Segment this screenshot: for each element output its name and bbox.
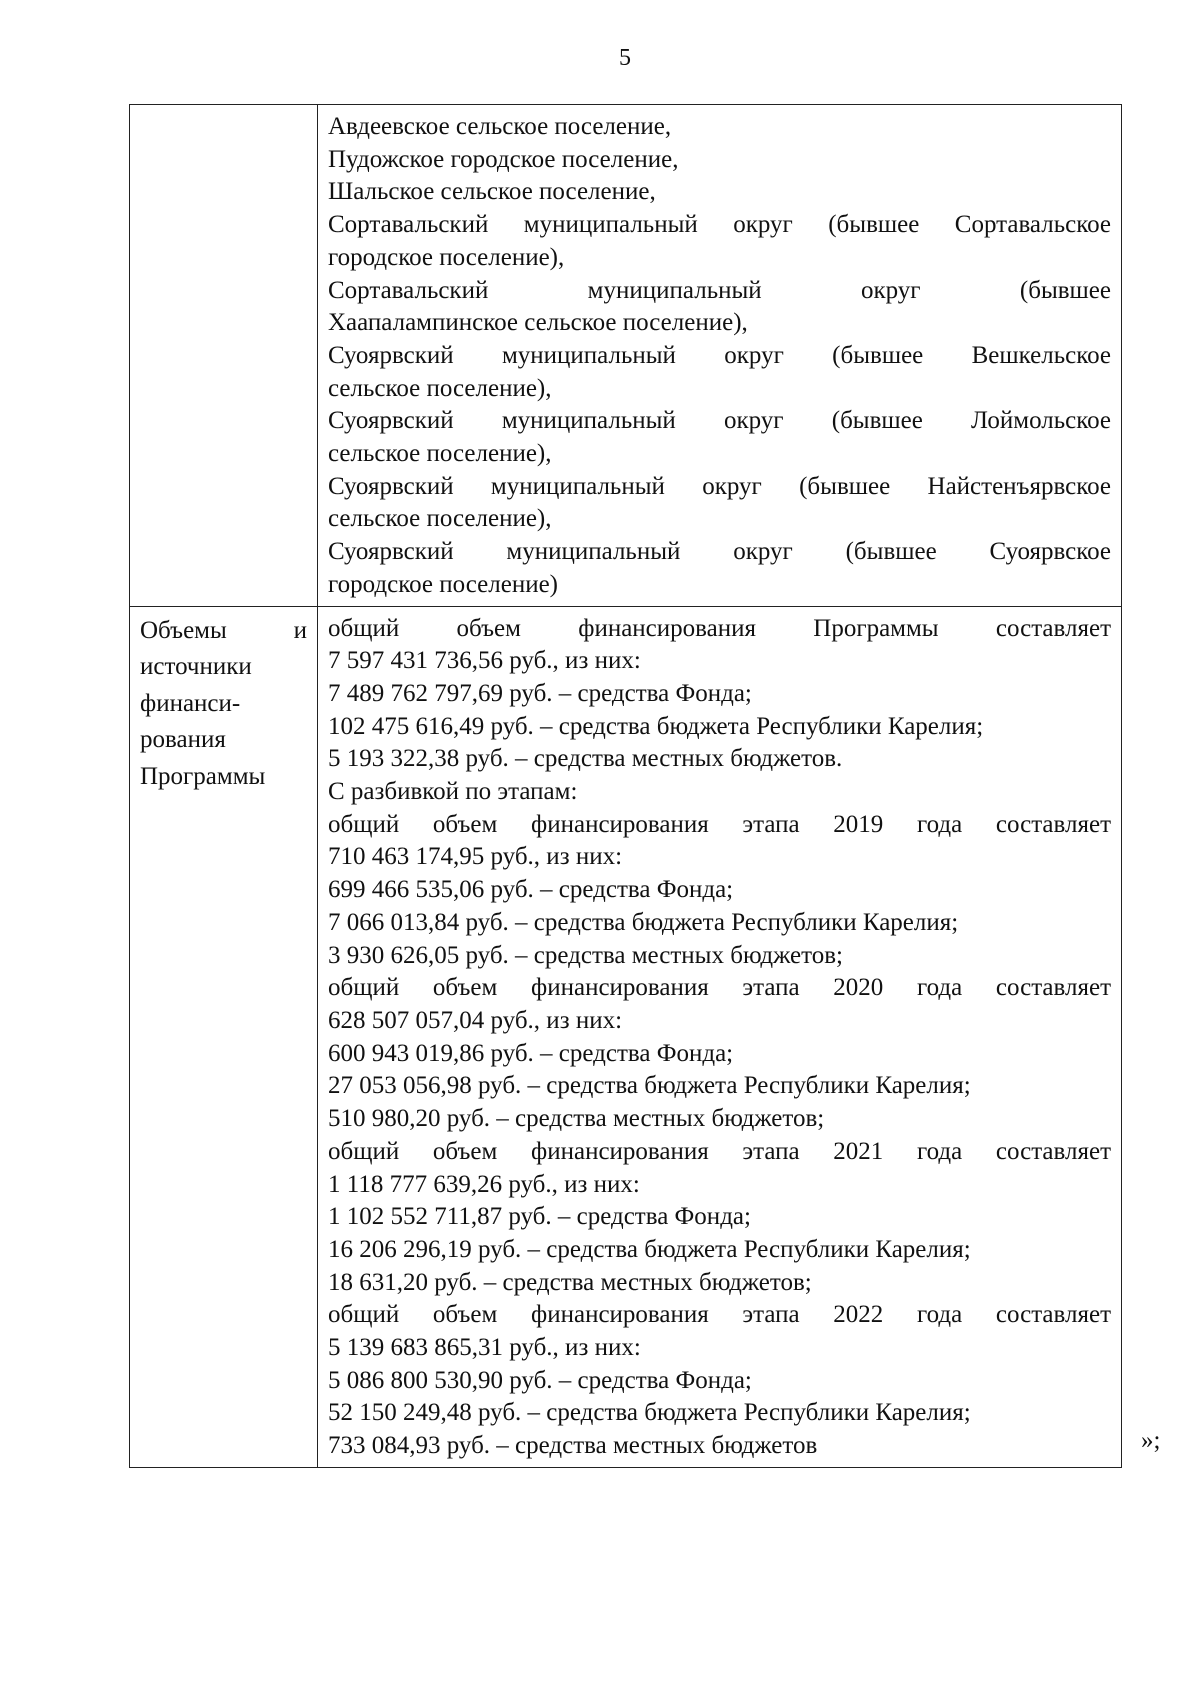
financing-line: 52 150 249,48 руб. – средства бюджета Республики Карелия; [328,1399,971,1427]
financing-line: общий объем финансирования Программы составляет [328,614,1111,642]
financing-line: общий объем финансирования этапа 2021 года составляет [328,1137,1111,1165]
financing-line: 102 475 616,49 руб. – средства бюджета Республики Карелия; [328,712,984,740]
municipality-line: Пудожское городское поселение, [328,145,679,173]
financing-label-cell [130,606,318,1467]
label-line: рования [140,726,226,754]
financing-line: 628 507 057,04 руб., из них: [328,1006,623,1034]
financing-line: 27 053 056,98 руб. – средства бюджета Республики Карелия; [328,1072,971,1100]
municipality-line: Шальское сельское поселение, [328,178,656,206]
financing-line: 510 980,20 руб. – средства местных бюджетов; [328,1105,825,1133]
financing-line: 3 930 626,05 руб. – средства местных бюджетов; [328,941,843,969]
financing-line: 733 084,93 руб. – средства местных бюджетов [328,1432,818,1460]
financing-line: общий объем финансирования этапа 2022 года составляет [328,1301,1111,1329]
financing-line: 5 086 800 530,90 руб. – средства Фонда; [328,1366,752,1394]
financing-line: 5 139 683 865,31 руб., из них: [328,1334,641,1362]
municipality-line: Сортавальский муниципальный округ (бывшее [328,276,1111,304]
label-line: Программы [140,762,266,790]
financing-line: 600 943 019,86 руб. – средства Фонда; [328,1039,734,1067]
financing-line: 7 489 762 797,69 руб. – средства Фонда; [328,679,752,707]
municipality-line: Суоярвский муниципальный округ (бывшее Вешкельское [328,341,1111,369]
municipality-line: сельское поселение), [328,374,552,402]
municipality-line: сельское поселение), [328,440,552,468]
empty-label-cell [130,105,318,607]
municipality-line: городское поселение) [328,570,559,598]
financing-line: 16 206 296,19 руб. – средства бюджета Республики Карелия; [328,1235,971,1263]
label-line: источники [140,653,252,681]
financing-cell [318,606,1122,1467]
municipality-line: Суоярвский муниципальный округ (бывшее Лоймольское [328,407,1111,435]
financing-line: 5 193 322,38 руб. – средства местных бюджетов. [328,745,843,773]
table-row-municipalities [130,105,1122,607]
financing-line: С разбивкой по этапам: [328,778,578,806]
financing-label [140,613,307,796]
financing-line: общий объем финансирования этапа 2019 года составляет [328,810,1111,838]
financing-line: 710 463 174,95 руб., из них: [328,843,623,871]
municipality-line: Авдеевское сельское поселение, [328,113,672,140]
municipality-line: городское поселение), [328,243,565,271]
financing-line: 1 118 777 639,26 руб., из них: [328,1170,640,1198]
municipality-line: Суоярвский муниципальный округ (бывшее Найстенъярвское [328,472,1111,500]
municipalities-cell [318,105,1122,607]
financing-line: 1 102 552 711,87 руб. – средства Фонда; [328,1203,751,1231]
municipality-line: Хаапалампинское сельское поселение), [328,309,748,337]
financing-line: общий объем финансирования этапа 2020 года составляет [328,974,1111,1002]
label-line: Объемы и [140,616,307,644]
financing-line: 7 066 013,84 руб. – средства бюджета Республики Карелия; [328,908,959,936]
municipality-line: сельское поселение), [328,505,552,533]
financing-line: 699 466 535,06 руб. – средства Фонда; [328,876,734,904]
financing-line: 18 631,20 руб. – средства местных бюджетов; [328,1268,812,1296]
financing-line: 7 597 431 736,56 руб., из них: [328,647,641,675]
municipality-line: Суоярвский муниципальный округ (бывшее Суоярвское [328,538,1111,566]
program-passport-table [129,104,1122,1468]
page-number: 5 [619,45,631,71]
label-line: финанси- [140,689,241,717]
municipality-line: Сортавальский муниципальный округ (бывшее Сортавальское [328,211,1111,239]
table-row-financing [130,606,1122,1467]
closing-quote-mark: »; [1141,1427,1161,1454]
